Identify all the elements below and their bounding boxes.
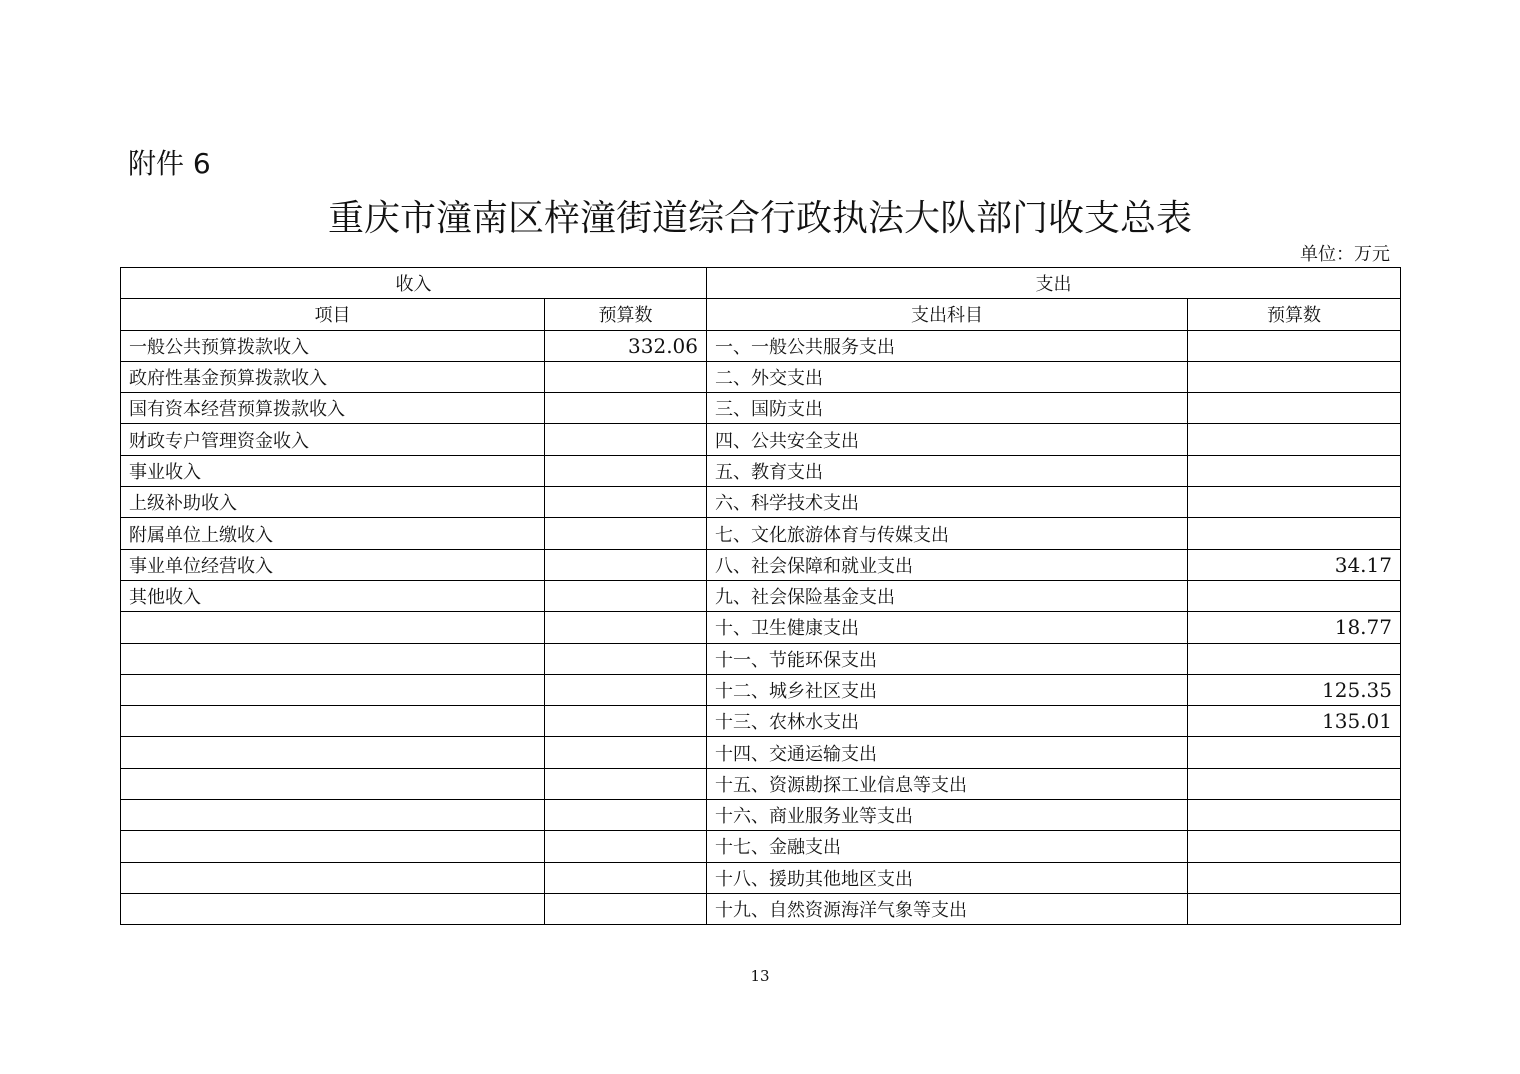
section-header-row	[121, 268, 1401, 299]
table-row	[121, 518, 1401, 549]
income-item-cell	[121, 831, 545, 862]
column-header-row	[121, 299, 1401, 330]
income-item-cell	[121, 706, 545, 737]
expense-budget-cell	[1188, 330, 1401, 361]
expense-item-cell: 三、国防支出	[707, 393, 1188, 424]
income-item-cell	[121, 612, 545, 643]
expense-item-cell: 六、科学技术支出	[707, 487, 1188, 518]
expense-budget-cell	[1188, 361, 1401, 392]
income-item-cell: 附属单位上缴收入	[121, 518, 545, 549]
income-item-cell: 政府性基金预算拨款收入	[121, 361, 545, 392]
income-budget-cell	[545, 580, 707, 611]
expense-budget-cell	[1188, 424, 1401, 455]
table-row	[121, 580, 1401, 611]
table-row	[121, 487, 1401, 518]
income-budget-cell	[545, 455, 707, 486]
income-budget-cell	[545, 549, 707, 580]
income-budget-cell	[545, 393, 707, 424]
expense-budget-cell	[1188, 643, 1401, 674]
column-header-income-budget: 预算数	[545, 299, 707, 330]
expense-item-cell: 二、外交支出	[707, 361, 1188, 392]
expense-item-cell: 十九、自然资源海洋气象等支出	[707, 893, 1188, 924]
income-item-cell: 事业收入	[121, 455, 545, 486]
income-budget-cell	[545, 612, 707, 643]
income-item-cell	[121, 674, 545, 705]
table-row	[121, 424, 1401, 455]
table-row	[121, 862, 1401, 893]
expense-budget-cell: 34.17	[1188, 549, 1401, 580]
expense-budget-cell	[1188, 455, 1401, 486]
expense-item-cell: 十三、农林水支出	[707, 706, 1188, 737]
income-budget-cell	[545, 800, 707, 831]
income-budget-cell	[545, 737, 707, 768]
expense-item-cell: 十四、交通运输支出	[707, 737, 1188, 768]
income-budget-cell	[545, 643, 707, 674]
table-row	[121, 330, 1401, 361]
table-row	[121, 612, 1401, 643]
expense-budget-cell: 18.77	[1188, 612, 1401, 643]
expense-item-cell: 十八、援助其他地区支出	[707, 862, 1188, 893]
income-budget-cell	[545, 424, 707, 455]
expense-item-cell: 十、卫生健康支出	[707, 612, 1188, 643]
expense-item-cell: 十二、城乡社区支出	[707, 674, 1188, 705]
table-row	[121, 455, 1401, 486]
column-header-item: 项目	[121, 299, 545, 330]
income-budget-cell	[545, 893, 707, 924]
table-row	[121, 674, 1401, 705]
column-header-expense-budget: 预算数	[1188, 299, 1401, 330]
income-budget-cell	[545, 487, 707, 518]
income-item-cell: 国有资本经营预算拨款收入	[121, 393, 545, 424]
expense-item-cell: 七、文化旅游体育与传媒支出	[707, 518, 1188, 549]
expense-item-cell: 十六、商业服务业等支出	[707, 800, 1188, 831]
expense-item-cell: 十五、资源勘探工业信息等支出	[707, 768, 1188, 799]
table-row	[121, 361, 1401, 392]
income-item-cell	[121, 800, 545, 831]
income-item-cell: 其他收入	[121, 580, 545, 611]
expense-item-cell: 十七、金融支出	[707, 831, 1188, 862]
table-row	[121, 549, 1401, 580]
income-budget-cell	[545, 518, 707, 549]
expense-budget-cell	[1188, 768, 1401, 799]
expense-budget-cell	[1188, 737, 1401, 768]
expense-item-cell: 一、一般公共服务支出	[707, 330, 1188, 361]
table-row	[121, 768, 1401, 799]
income-budget-cell: 332.06	[545, 330, 707, 361]
expense-budget-cell: 125.35	[1188, 674, 1401, 705]
page-number: 13	[750, 967, 770, 985]
income-budget-cell	[545, 361, 707, 392]
expense-item-cell: 四、公共安全支出	[707, 424, 1188, 455]
table-row	[121, 893, 1401, 924]
income-budget-cell	[545, 831, 707, 862]
income-item-cell: 上级补助收入	[121, 487, 545, 518]
expense-budget-cell	[1188, 831, 1401, 862]
table-row	[121, 831, 1401, 862]
attachment-label: 附件 6	[128, 147, 211, 180]
expense-item-cell: 九、社会保险基金支出	[707, 580, 1188, 611]
expense-item-cell: 五、教育支出	[707, 455, 1188, 486]
table-row	[121, 800, 1401, 831]
income-header: 收入	[121, 268, 707, 299]
table-row	[121, 643, 1401, 674]
expense-budget-cell	[1188, 580, 1401, 611]
income-budget-cell	[545, 768, 707, 799]
expense-budget-cell	[1188, 487, 1401, 518]
expense-budget-cell: 135.01	[1188, 706, 1401, 737]
table-row	[121, 737, 1401, 768]
income-item-cell	[121, 862, 545, 893]
unit-label: 单位：万元	[1300, 244, 1390, 265]
income-item-cell: 事业单位经营收入	[121, 549, 545, 580]
expense-budget-cell	[1188, 893, 1401, 924]
income-budget-cell	[545, 674, 707, 705]
expense-budget-cell	[1188, 393, 1401, 424]
income-budget-cell	[545, 706, 707, 737]
expense-budget-cell	[1188, 862, 1401, 893]
income-item-cell: 一般公共预算拨款收入	[121, 330, 545, 361]
table-row	[121, 393, 1401, 424]
table-row	[121, 706, 1401, 737]
income-item-cell	[121, 768, 545, 799]
expense-budget-cell	[1188, 800, 1401, 831]
income-item-cell	[121, 643, 545, 674]
column-header-expense-item: 支出科目	[707, 299, 1188, 330]
budget-table	[120, 267, 1401, 925]
expense-budget-cell	[1188, 518, 1401, 549]
income-budget-cell	[545, 862, 707, 893]
expense-header: 支出	[707, 268, 1401, 299]
income-item-cell	[121, 737, 545, 768]
expense-item-cell: 八、社会保障和就业支出	[707, 549, 1188, 580]
page-title: 重庆市潼南区梓潼街道综合行政执法大队部门收支总表	[327, 198, 1192, 239]
income-item-cell	[121, 893, 545, 924]
expense-item-cell: 十一、节能环保支出	[707, 643, 1188, 674]
income-item-cell: 财政专户管理资金收入	[121, 424, 545, 455]
